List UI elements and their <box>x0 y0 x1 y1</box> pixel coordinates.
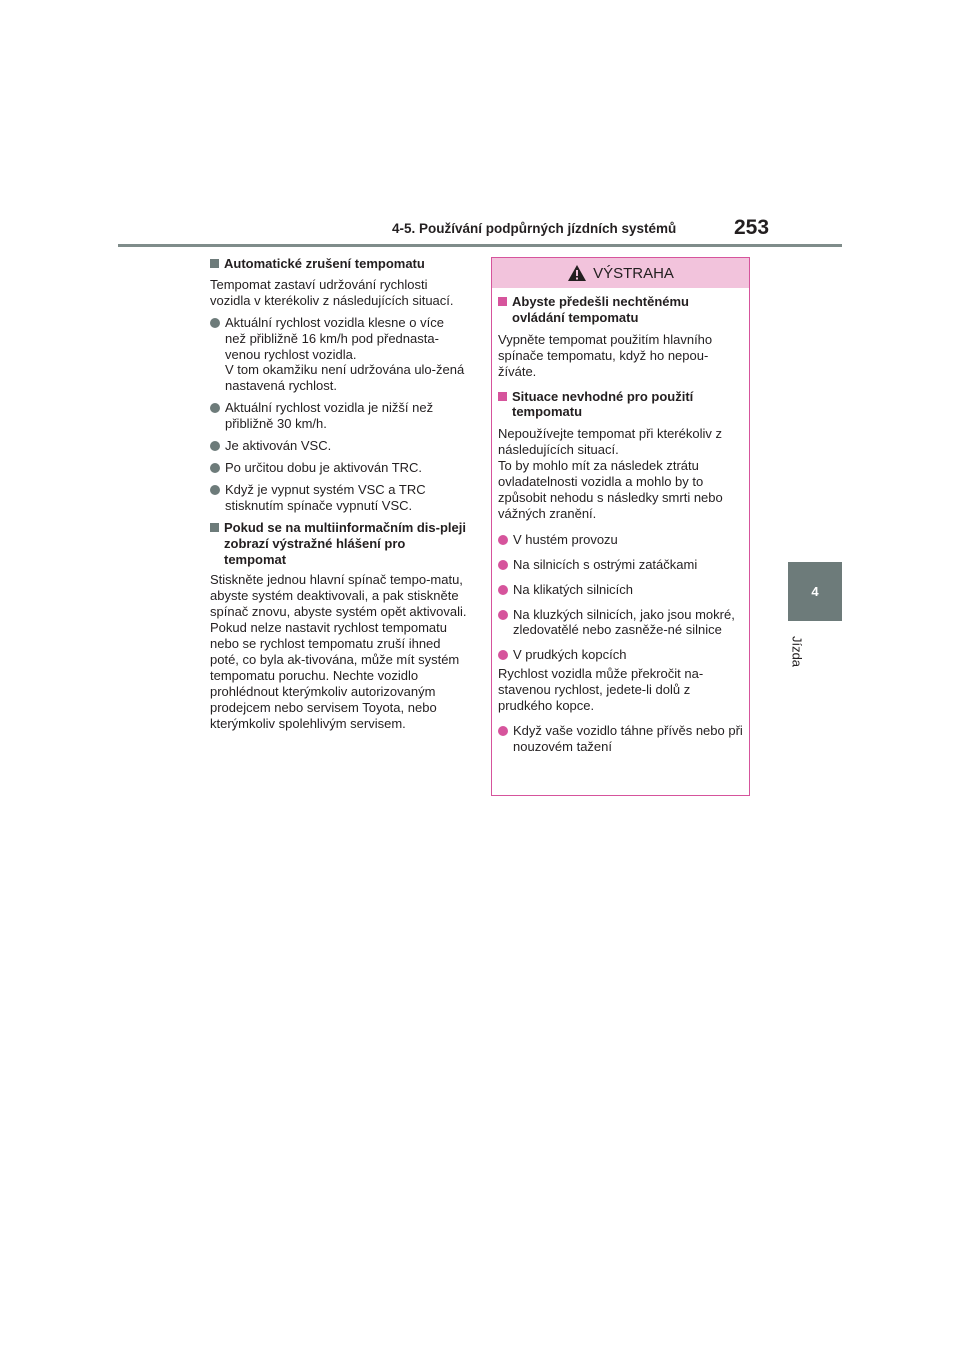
dot-bullet-icon <box>210 441 220 451</box>
warning-header <box>492 258 749 288</box>
section-heading <box>210 256 468 272</box>
list-item-text: Je aktivován VSC. <box>225 438 332 454</box>
list-item-text: Na kluzkých silnicích, jako jsou mokré, zledovatělé nebo zasněže-né silnice <box>513 606 735 638</box>
square-bullet-icon <box>498 297 507 306</box>
square-bullet-icon <box>210 259 219 268</box>
dot-bullet-icon <box>210 318 220 328</box>
list-item <box>210 400 468 432</box>
warning-triangle-icon <box>567 264 587 282</box>
header-divider <box>118 244 842 247</box>
dot-bullet-icon <box>498 726 508 736</box>
list-item <box>210 482 468 514</box>
page-number: 253 <box>734 216 770 239</box>
list-item-text: Po určitou dobu je aktivován TRC. <box>225 459 423 475</box>
list-item <box>210 438 468 454</box>
list-item-text: Když vaše vozidlo táhne přívěs nebo při nouzovém tažení <box>513 722 743 754</box>
list-item <box>498 532 743 548</box>
left-column <box>210 256 468 737</box>
list-item <box>498 607 743 639</box>
heading-text: Automatické zrušení tempomatu <box>224 256 425 271</box>
square-bullet-icon <box>498 392 507 401</box>
dot-bullet-icon <box>210 485 220 495</box>
warning-title: VÝSTRAHA <box>593 264 674 282</box>
section-heading <box>210 520 468 568</box>
list-item <box>498 647 743 663</box>
paragraph: Rychlost vozidla může překročit na-stavenou rychlost, jedete-li dolů z prudkého kopce. <box>498 666 704 714</box>
list-item <box>498 557 743 573</box>
chapter-tab[interactable] <box>788 562 842 621</box>
dot-bullet-icon <box>210 403 220 413</box>
heading-text: Abyste předešli nechtěnému ovládání tempomatu <box>512 294 689 325</box>
dot-bullet-icon <box>498 560 508 570</box>
list-item-text: V prudkých kopcích <box>513 647 627 663</box>
list-item <box>210 460 468 476</box>
paragraph: Nepoužívejte tempomat při kterékoliv z následujících situací. To by mohlo mít za následek ztrátu ovladatelnosti vozidla a mohlo by to způsobit nehodu s následky smrti nebo vážných zranění. <box>498 426 723 521</box>
list-item <box>210 315 468 395</box>
list-item-text: Aktuální rychlost vozidla klesne o více než přibližně 16 km/h pod přednasta-venou rychlost vozidla. V tom okamžiku není udržována ulo-žená nastavená rychlost. <box>225 314 465 394</box>
dot-bullet-icon <box>210 463 220 473</box>
chapter-number: 4 <box>811 584 819 599</box>
chapter-label-text: Jízda <box>789 635 805 668</box>
dot-bullet-icon <box>498 585 508 595</box>
dot-bullet-icon <box>498 610 508 620</box>
list-item <box>498 582 743 598</box>
warning-body <box>492 288 749 755</box>
heading-text: Pokud se na multiinformačním dis-pleji zobrazí výstražné hlášení pro tempomat <box>224 519 466 567</box>
paragraph: Tempomat zastaví udržování rychlosti vozidla v kterékoliv z následujících situací. <box>210 276 454 308</box>
dot-bullet-icon <box>498 535 508 545</box>
paragraph: Stiskněte jednou hlavní spínač tempo-matu, abyste systém deaktivovali, a pak stiskněte spínač znovu, abyste systém opět aktivovali. Pokud nelze nastavit rychlost tempomatu nebo se rychlost tempomatu zruší ihned poté, co byla ak-tivována, může mít systém tempomatu poruchu. Nechte vozidlo prohlédnout kterýmkoliv autorizovaným prodejcem nebo servisem Toyota, nebo kterýmkoliv spolehlivým servisem. <box>210 572 467 731</box>
warning-box <box>491 257 750 796</box>
square-bullet-icon <box>210 523 219 532</box>
chapter-label <box>787 632 807 672</box>
heading-text: Situace nevhodné pro použití tempomatu <box>512 388 694 420</box>
paragraph: Vypněte tempomat použitím hlavního spínače tempomatu, když ho nepou-žíváte. <box>498 331 713 379</box>
dot-bullet-icon <box>498 650 508 660</box>
list-item-text: Na silnicích s ostrými zatáčkami <box>513 556 698 572</box>
list-item <box>498 723 743 755</box>
list-item-text: Aktuální rychlost vozidla je nižší než přibližně 30 km/h. <box>225 400 434 432</box>
warning-heading <box>498 294 743 326</box>
list-item-text: Když je vypnut systém VSC a TRC stisknutím spínače vypnutí VSC. <box>225 481 426 513</box>
warning-heading <box>498 389 743 421</box>
section-title: 4-5. Používání podpůrných jízdních systémů <box>392 221 677 236</box>
list-item-text: Na klikatých silnicích <box>513 581 633 597</box>
list-item-text: V hustém provozu <box>513 531 618 547</box>
